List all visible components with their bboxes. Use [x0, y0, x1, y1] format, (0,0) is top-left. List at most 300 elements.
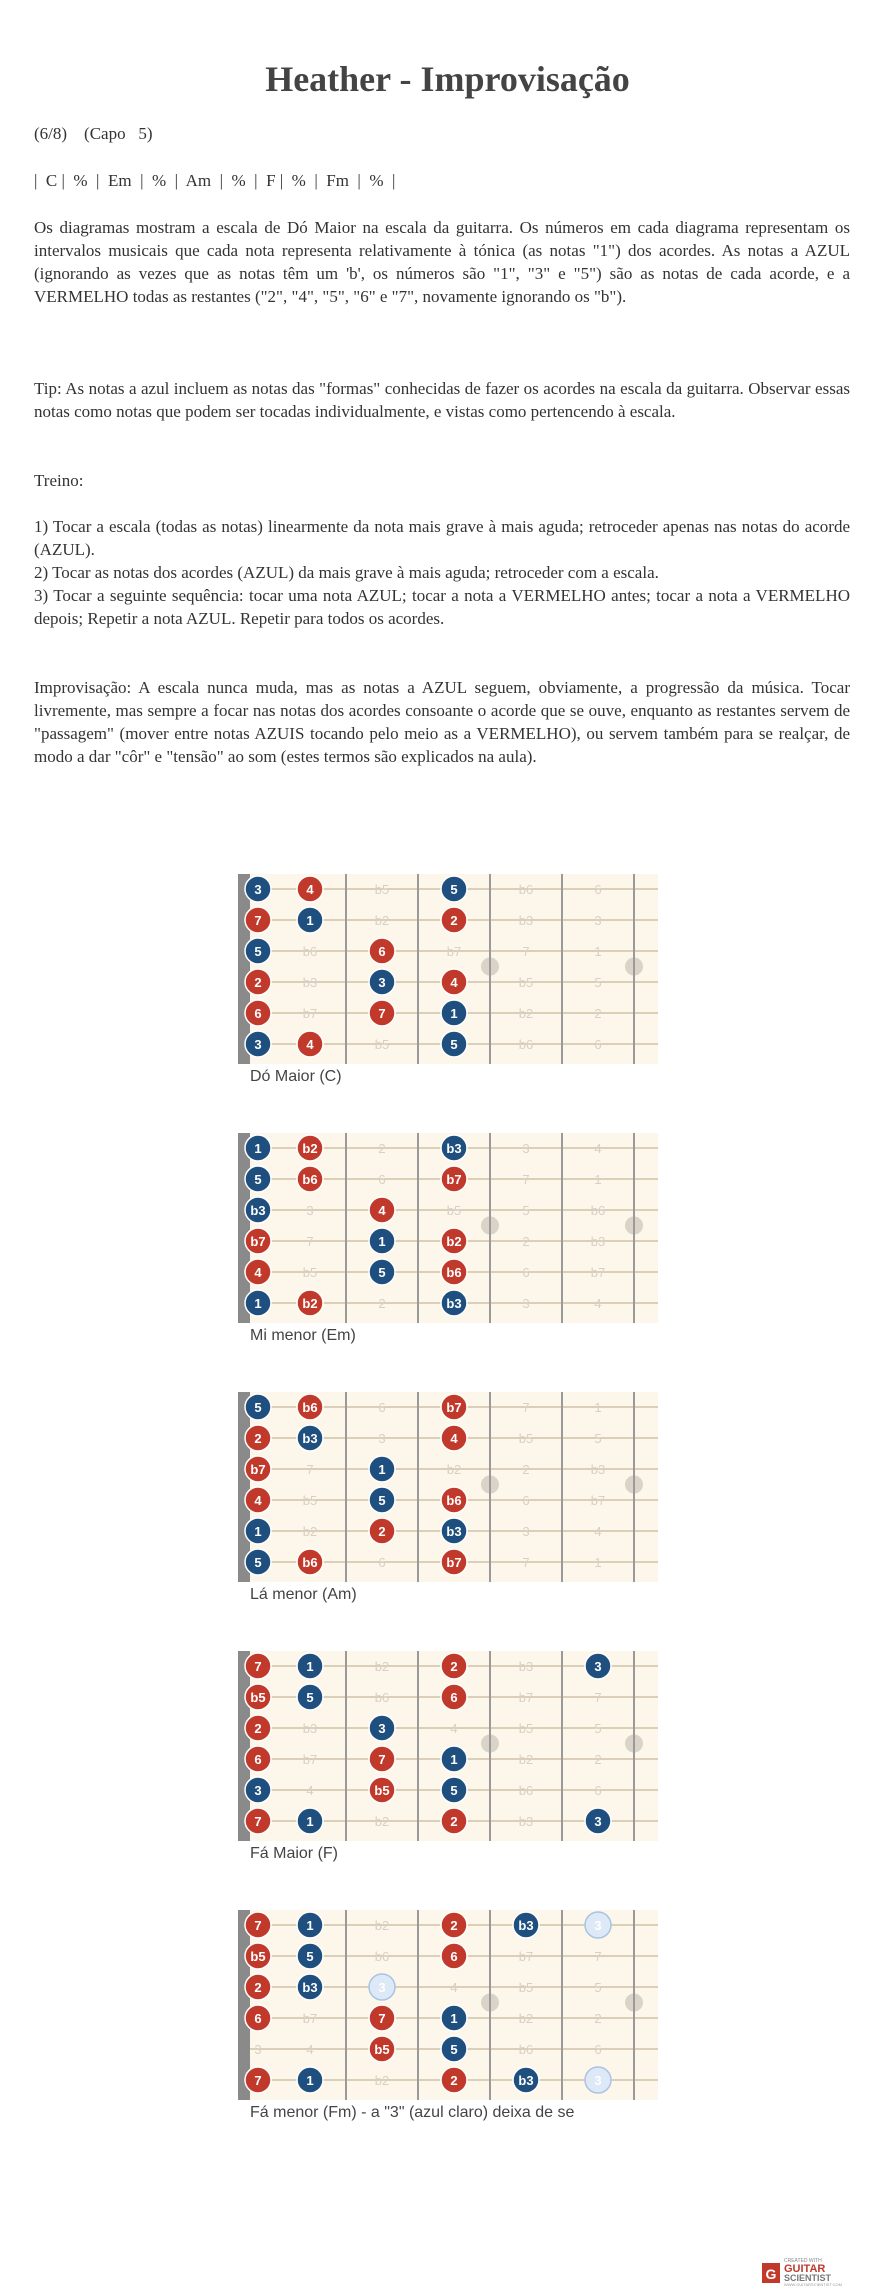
faint-note-label: 4: [450, 1980, 458, 1995]
faint-note-label: b5: [518, 1721, 534, 1736]
faint-note-label: b5: [518, 975, 534, 990]
note-marker: [585, 1653, 611, 1679]
note-marker: [245, 1549, 271, 1575]
note-label: b6: [302, 1172, 318, 1187]
note-marker: [447, 944, 461, 959]
faint-note-label: 3: [306, 1203, 314, 1218]
note-marker: [441, 1135, 467, 1161]
note-marker: [594, 1037, 601, 1052]
note-marker: [519, 913, 533, 928]
treino-heading: Treino:: [34, 471, 84, 490]
faint-note-label: 6: [594, 2042, 602, 2057]
note-label: b2: [302, 1141, 318, 1156]
note-marker: [441, 1425, 467, 1451]
faint-note-label: b5: [518, 1980, 534, 1995]
note-marker: [245, 1808, 271, 1834]
note-marker: [245, 1943, 271, 1969]
faint-note-label: b7: [590, 1265, 606, 1280]
svg-text:GUITAR: GUITAR: [784, 2263, 826, 2275]
faint-note-label: 6: [594, 1783, 602, 1798]
note-marker: [375, 1949, 389, 1964]
note-label: b7: [446, 1555, 462, 1570]
note-marker: [441, 1000, 467, 1026]
note-label: 1: [254, 1141, 262, 1156]
note-label: 3: [378, 1980, 386, 1995]
note-marker: [519, 1690, 533, 1705]
note-marker: [594, 1400, 601, 1415]
note-marker: [447, 1462, 461, 1477]
note-label: 3: [254, 882, 262, 897]
note-marker: [245, 1456, 271, 1482]
note-marker: [441, 1746, 467, 1772]
note-label: b5: [250, 1949, 266, 1964]
note-label: b3: [302, 1980, 318, 1995]
guitar-scientist-logo: [762, 2258, 886, 2286]
note-marker: [245, 876, 271, 902]
faint-note-label: 5: [594, 1431, 602, 1446]
fretboard-svg-em: [238, 1133, 663, 1323]
fretboard-svg-fm: [238, 1910, 663, 2100]
note-marker: [594, 1555, 601, 1570]
faint-note-label: 6: [522, 1265, 530, 1280]
note-marker: [378, 1555, 385, 1570]
note-marker: [441, 1653, 467, 1679]
faint-note-label: 7: [522, 1555, 530, 1570]
note-label: 4: [450, 1431, 458, 1446]
note-marker: [441, 1912, 467, 1938]
faint-note-label: b7: [302, 1752, 318, 1767]
note-marker: [594, 2042, 601, 2057]
faint-note-label: 3: [378, 1431, 386, 1446]
faint-note-label: 7: [594, 1690, 602, 1705]
diagram-caption-f: Fá Maior (F): [250, 1845, 338, 1862]
note-label: 4: [254, 1265, 262, 1280]
note-marker: [245, 1518, 271, 1544]
note-marker: [378, 1172, 385, 1187]
note-marker: [306, 2042, 313, 2057]
note-marker: [594, 1006, 601, 1021]
note-marker: [522, 1172, 529, 1187]
fretboard-svg-c: [238, 874, 663, 1064]
faint-note-label: b6: [518, 1783, 534, 1798]
note-marker: [441, 2067, 467, 2093]
note-marker: [297, 1394, 323, 1420]
note-marker: [297, 1653, 323, 1679]
faint-note-label: b5: [446, 1203, 462, 1218]
note-label: 2: [254, 1431, 262, 1446]
faint-note-label: 2: [378, 1141, 386, 1156]
note-marker: [245, 1653, 271, 1679]
note-marker: [519, 2011, 533, 2026]
note-label: b7: [250, 1234, 266, 1249]
note-marker: [303, 1752, 317, 1767]
note-label: b7: [446, 1400, 462, 1415]
faint-note-label: 4: [450, 1721, 458, 1736]
note-label: 1: [378, 1462, 386, 1477]
note-marker: [441, 969, 467, 995]
note-marker: [441, 2036, 467, 2062]
exercise-2: 2) Tocar as notas dos acordes (AZUL) da mais grave à mais aguda; retroceder com a escala.: [34, 563, 659, 582]
note-marker: [591, 1265, 605, 1280]
faint-note-label: b2: [374, 1918, 390, 1933]
note-marker: [594, 1752, 601, 1767]
note-marker: [245, 1259, 271, 1285]
note-marker: [303, 1524, 317, 1539]
exercise-1: 1) Tocar a escala (todas as notas) linearmente da nota mais grave à mais aguda; retroceder apenas nas notas do acorde (AZUL).: [34, 517, 850, 559]
faint-note-label: 5: [594, 1721, 602, 1736]
note-marker: [245, 2067, 271, 2093]
note-marker: [245, 1197, 271, 1223]
note-marker: [254, 2042, 261, 2057]
note-marker: [522, 1203, 529, 1218]
note-marker: [369, 1715, 395, 1741]
paragraph-improvisation: [34, 676, 850, 768]
note-marker: [245, 1425, 271, 1451]
note-label: 2: [450, 1918, 458, 1933]
note-marker: [369, 1259, 395, 1285]
note-marker: [369, 2036, 395, 2062]
note-marker: [369, 1000, 395, 1026]
note-marker: [441, 1549, 467, 1575]
paragraph-treino-heading: [34, 469, 850, 492]
note-marker: [519, 1037, 533, 1052]
note-marker: [297, 2067, 323, 2093]
paragraph-intro: [34, 216, 850, 308]
note-marker: [594, 2011, 601, 2026]
note-label: b2: [302, 1296, 318, 1311]
note-marker: [297, 876, 323, 902]
faint-note-label: b5: [302, 1493, 318, 1508]
faint-note-label: 4: [306, 2042, 314, 2057]
note-label: 2: [254, 975, 262, 990]
faint-note-label: 2: [522, 1234, 530, 1249]
note-marker: [245, 1000, 271, 1026]
faint-note-label: b2: [518, 1006, 534, 1021]
note-marker: [375, 1814, 389, 1829]
faint-note-label: 7: [306, 1462, 314, 1477]
note-marker: [441, 1290, 467, 1316]
diagram-caption-fm: Fá menor (Fm) - a "3" (azul claro) deixa de se: [250, 2104, 575, 2121]
note-marker: [245, 1031, 271, 1057]
faint-note-label: b2: [374, 1659, 390, 1674]
note-label: b5: [374, 2042, 390, 2057]
note-label: 3: [594, 1814, 602, 1829]
faint-note-label: 2: [522, 1462, 530, 1477]
note-label: 1: [450, 1752, 458, 1767]
svg-text:CREATED WITH: CREATED WITH: [784, 2258, 822, 2264]
paragraph-tip: [34, 377, 850, 423]
note-marker: [375, 1037, 389, 1052]
note-marker: [522, 944, 529, 959]
faint-note-label: b7: [302, 1006, 318, 1021]
faint-note-label: 2: [594, 1752, 602, 1767]
note-marker: [245, 1228, 271, 1254]
note-label: b6: [302, 1555, 318, 1570]
faint-note-label: b3: [518, 913, 534, 928]
note-label: 7: [378, 1006, 386, 1021]
note-marker: [378, 1400, 385, 1415]
note-marker: [450, 1980, 457, 1995]
note-label: 7: [254, 913, 262, 928]
note-label: b6: [446, 1265, 462, 1280]
faint-note-label: 5: [594, 975, 602, 990]
note-label: 7: [378, 1752, 386, 1767]
faint-note-label: b6: [302, 944, 318, 959]
note-marker: [522, 1493, 529, 1508]
note-marker: [297, 1808, 323, 1834]
note-marker: [591, 1234, 605, 1249]
note-label: 1: [306, 913, 314, 928]
note-marker: [245, 938, 271, 964]
note-marker: [375, 913, 389, 928]
note-marker: [306, 1234, 313, 1249]
faint-note-label: b7: [446, 944, 462, 959]
note-label: 5: [450, 1037, 458, 1052]
note-marker: [375, 1690, 389, 1705]
note-marker: [306, 1203, 313, 1218]
note-marker: [450, 1721, 457, 1736]
faint-note-label: 2: [594, 1006, 602, 1021]
note-marker: [303, 975, 317, 990]
faint-note-label: b6: [590, 1203, 606, 1218]
note-label: 1: [450, 1006, 458, 1021]
note-marker: [245, 1912, 271, 1938]
note-label: 1: [306, 1814, 314, 1829]
faint-note-label: b5: [374, 1037, 390, 1052]
note-marker: [378, 1431, 385, 1446]
note-marker: [369, 1974, 395, 2000]
faint-note-label: 5: [522, 1203, 530, 1218]
note-label: 5: [306, 1690, 314, 1705]
paragraph-tip-text: Tip: As notas a azul incluem as notas das "formas" conhecidas de fazer os acordes na escala da guitarra. Observar essas notas como notas que podem ser tocadas individualmente, e vistas como pertencendo à escala.: [34, 379, 850, 421]
note-label: 4: [378, 1203, 386, 1218]
note-marker: [297, 1684, 323, 1710]
note-label: 1: [306, 1659, 314, 1674]
note-marker: [245, 1684, 271, 1710]
faint-note-label: 7: [306, 1234, 314, 1249]
note-marker: [441, 1031, 467, 1057]
note-marker: [245, 1746, 271, 1772]
note-marker: [303, 2011, 317, 2026]
fretboard-diagram-c: [238, 874, 663, 1064]
faint-note-label: 7: [522, 1400, 530, 1415]
note-marker: [369, 1777, 395, 1803]
note-label: 1: [254, 1296, 262, 1311]
note-label: 5: [450, 2042, 458, 2057]
note-marker: [375, 882, 389, 897]
note-label: 6: [254, 2011, 262, 2026]
note-marker: [245, 907, 271, 933]
note-marker: [306, 1462, 313, 1477]
faint-note-label: 6: [378, 1555, 386, 1570]
note-marker: [297, 1031, 323, 1057]
faint-note-label: b3: [590, 1462, 606, 1477]
note-label: b6: [446, 1493, 462, 1508]
faint-note-label: 3: [254, 2042, 262, 2057]
faint-note-label: 3: [594, 913, 602, 928]
note-marker: [585, 1912, 611, 1938]
note-label: b5: [250, 1690, 266, 1705]
note-label: 5: [450, 1783, 458, 1798]
faint-note-label: 3: [522, 1141, 530, 1156]
faint-note-label: 6: [378, 1400, 386, 1415]
note-label: 5: [254, 1400, 262, 1415]
note-marker: [519, 1659, 533, 1674]
note-marker: [594, 882, 601, 897]
faint-note-label: 1: [594, 944, 602, 959]
note-label: 5: [306, 1949, 314, 1964]
note-marker: [297, 1943, 323, 1969]
diagram-caption-em: Mi menor (Em): [250, 1327, 356, 1344]
note-marker: [594, 1172, 601, 1187]
fretboard-diagram-am: [238, 1392, 663, 1582]
note-marker: [441, 2005, 467, 2031]
note-marker: [591, 1203, 605, 1218]
note-marker: [519, 1752, 533, 1767]
faint-note-label: 4: [594, 1296, 602, 1311]
faint-note-label: b3: [302, 975, 318, 990]
note-marker: [441, 1684, 467, 1710]
note-marker: [245, 1715, 271, 1741]
note-label: 2: [254, 1721, 262, 1736]
note-marker: [594, 1524, 601, 1539]
note-marker: [519, 975, 533, 990]
faint-note-label: b2: [518, 2011, 534, 2026]
note-marker: [369, 1746, 395, 1772]
note-marker: [375, 1918, 389, 1933]
note-marker: [303, 1006, 317, 1021]
note-marker: [369, 938, 395, 964]
note-marker: [519, 882, 533, 897]
note-marker: [522, 1296, 529, 1311]
note-label: 4: [254, 1493, 262, 1508]
faint-note-label: b7: [302, 2011, 318, 2026]
note-marker: [594, 1783, 601, 1798]
note-marker: [245, 1777, 271, 1803]
note-marker: [522, 1141, 529, 1156]
faint-note-label: b5: [302, 1265, 318, 1280]
note-marker: [245, 969, 271, 995]
note-label: 5: [378, 1265, 386, 1280]
note-label: b3: [446, 1296, 462, 1311]
note-marker: [594, 944, 601, 959]
faint-note-label: 1: [594, 1400, 602, 1415]
faint-note-label: b7: [518, 1949, 534, 1964]
note-marker: [519, 1814, 533, 1829]
note-marker: [303, 944, 317, 959]
note-marker: [297, 1549, 323, 1575]
note-label: 1: [378, 1234, 386, 1249]
faint-note-label: b6: [374, 1690, 390, 1705]
note-marker: [513, 2067, 539, 2093]
note-marker: [594, 1690, 601, 1705]
note-marker: [585, 1808, 611, 1834]
note-marker: [306, 1783, 313, 1798]
note-marker: [245, 1135, 271, 1161]
faint-note-label: b6: [518, 2042, 534, 2057]
note-label: 3: [594, 1918, 602, 1933]
note-marker: [519, 1006, 533, 1021]
note-marker: [591, 1493, 605, 1508]
note-marker: [245, 1487, 271, 1513]
faint-note-label: 7: [522, 944, 530, 959]
note-label: 7: [254, 1918, 262, 1933]
note-label: b3: [518, 2073, 534, 2088]
note-label: 5: [378, 1493, 386, 1508]
note-marker: [245, 2005, 271, 2031]
note-marker: [594, 1980, 601, 1995]
note-marker: [522, 1524, 529, 1539]
note-label: 3: [594, 2073, 602, 2088]
faint-note-label: b6: [374, 1949, 390, 1964]
note-marker: [369, 2005, 395, 2031]
faint-note-label: b2: [518, 1752, 534, 1767]
note-marker: [303, 1265, 317, 1280]
note-label: 3: [378, 975, 386, 990]
note-label: 7: [254, 1659, 262, 1674]
note-marker: [297, 1425, 323, 1451]
faint-note-label: b2: [374, 1814, 390, 1829]
faint-note-label: b2: [446, 1462, 462, 1477]
note-marker: [245, 1974, 271, 2000]
note-marker: [369, 1228, 395, 1254]
faint-note-label: b3: [302, 1721, 318, 1736]
faint-note-label: 3: [522, 1524, 530, 1539]
note-marker: [369, 1487, 395, 1513]
paragraph-intro-text: Os diagramas mostram a escala de Dó Maior na escala da guitarra. Os números em cada diagrama representam os intervalos musicais que cada nota representa relativamente à tónica (as notas "1") dos acordes. As notas a AZUL (ignorando as vezes que as notas têm um 'b', os números são "1", "3" e "5") são as notas de cada acorde, e a VERMELHO todas as restantes ("2", "4", "5", "6" e "7", novamente ignorando os "b").: [34, 218, 850, 306]
note-marker: [447, 1203, 461, 1218]
faint-note-label: b7: [518, 1690, 534, 1705]
note-marker: [303, 1721, 317, 1736]
fretboard-diagram-f: [238, 1651, 663, 1841]
note-marker: [522, 1234, 529, 1249]
fretboard-svg-f: [238, 1651, 663, 1841]
note-label: b3: [518, 1918, 534, 1933]
note-marker: [519, 1783, 533, 1798]
chord-progression: | C | % | Em | % | Am | % | F | % | Fm | % |: [34, 171, 396, 190]
faint-note-label: 4: [594, 1141, 602, 1156]
faint-note-label: b3: [590, 1234, 606, 1249]
faint-note-label: 2: [378, 1296, 386, 1311]
note-label: b3: [250, 1203, 266, 1218]
note-marker: [441, 1166, 467, 1192]
note-marker: [594, 1431, 601, 1446]
faint-note-label: 2: [594, 2011, 602, 2026]
note-marker: [522, 1400, 529, 1415]
improvisation-text: Improvisação: A escala nunca muda, mas as notas a AZUL seguem, obviamente, a progressão da música. Tocar livremente, mas sempre a focar nas notas dos acordes consoante o acorde que se ouve, enquanto as restantes servem de "passagem" (mover entre notas AZUIS tocando pelo meio as a VERMELHO), ou servem também para se realçar, de modo a dar "côr" e "tensão" ao som (estes termos são explicados na aula).: [34, 678, 850, 766]
note-label: 1: [450, 2011, 458, 2026]
note-label: b7: [250, 1462, 266, 1477]
faint-note-label: 3: [522, 1296, 530, 1311]
faint-note-label: 6: [594, 882, 602, 897]
faint-note-label: b2: [302, 1524, 318, 1539]
note-label: 7: [254, 1814, 262, 1829]
faint-note-label: 6: [594, 1037, 602, 1052]
faint-note-label: b3: [518, 1814, 534, 1829]
note-label: 1: [306, 2073, 314, 2088]
note-label: 5: [254, 944, 262, 959]
note-marker: [375, 2073, 389, 2088]
faint-note-label: 4: [306, 1783, 314, 1798]
note-label: 2: [450, 1814, 458, 1829]
note-marker: [369, 1456, 395, 1482]
note-marker: [594, 1949, 601, 1964]
svg-text:WWW.GUITARSCIENTIST.COM: WWW.GUITARSCIENTIST.COM: [784, 2282, 842, 2286]
note-label: 2: [254, 1980, 262, 1995]
faint-note-label: 7: [522, 1172, 530, 1187]
note-label: 7: [378, 2011, 386, 2026]
faint-note-label: b5: [518, 1431, 534, 1446]
